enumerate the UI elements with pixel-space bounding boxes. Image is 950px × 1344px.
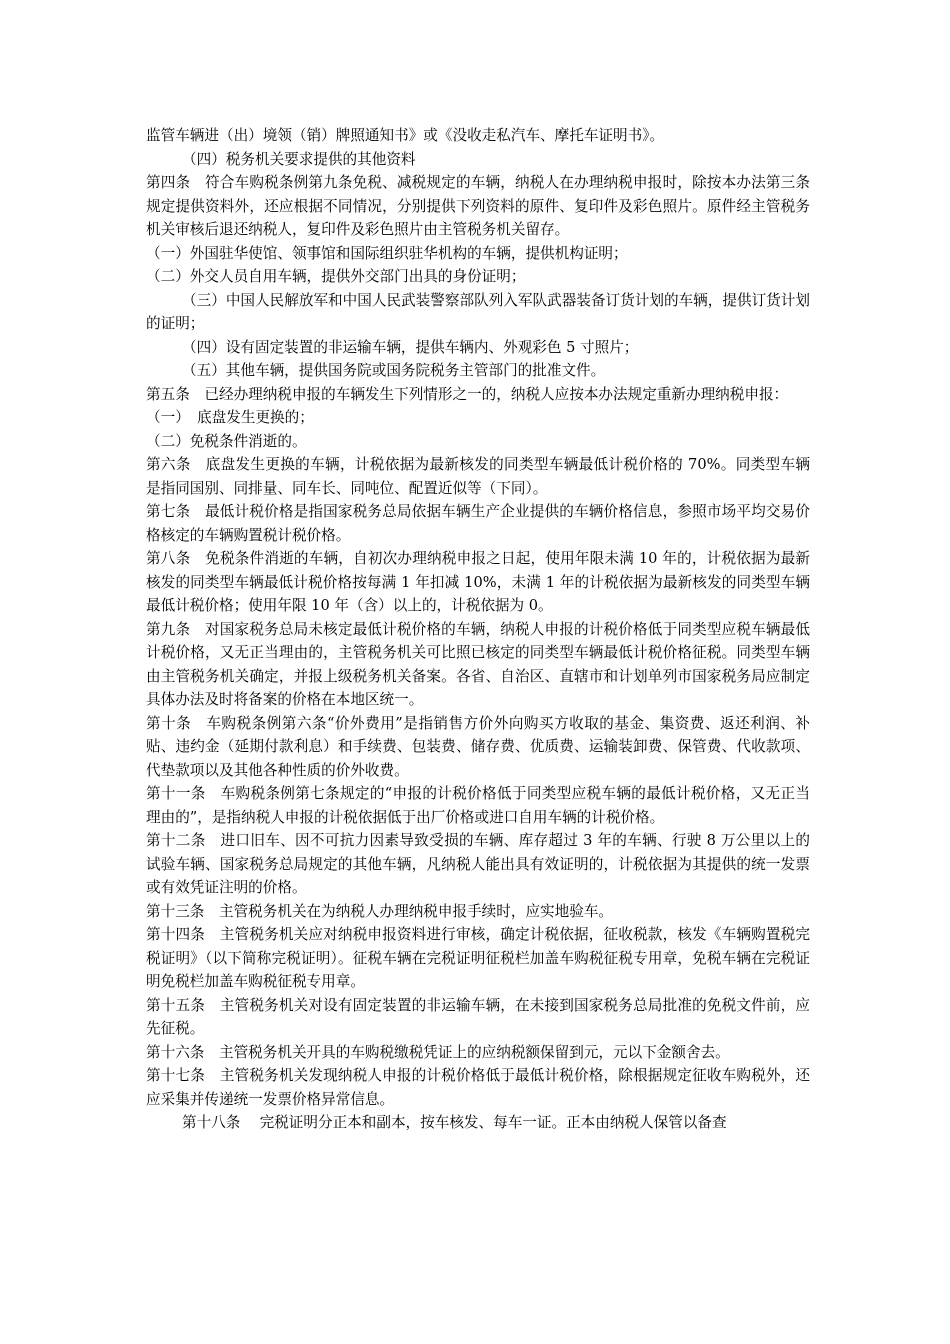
list-item: （一）外国驻华使馆、领事馆和国际组织驻华机构的车辆，提供机构证明； bbox=[146, 244, 628, 262]
article-16: 第十六条 主管税务机关开具的车购税缴税凭证上的应纳税额保留到元，元以下金额舍去。 bbox=[146, 1043, 730, 1061]
article-17: 第十七条 主管税务机关发现纳税人申报的计税价格低于最低计税价格，除根据规定征收车购税外，还应采集并传递统一发票价格异常信息。 bbox=[146, 1067, 810, 1108]
list-item: （二）免税条件消逝的。 bbox=[146, 432, 307, 450]
article-7: 第七条 最低计税价格是指国家税务总局依据车辆生产企业提供的车辆价格信息，参照市场平均交易价格核定的车辆购置税计税价格。 bbox=[146, 503, 810, 544]
article-5: 第五条 已经办理纳税申报的车辆发生下列情形之一的，纳税人应按本办法规定重新办理纳税申报： bbox=[146, 385, 789, 403]
paragraph: 监管车辆进（出）境领（销）牌照通知书》或《没收走私汽车、摩托车证明书》。 bbox=[146, 127, 665, 144]
article-6: 第六条 底盘发生更换的车辆，计税依据为最新核发的同类型车辆最低计税价格的 70%。同类型车辆是指同国别、同排量、同车长、同吨位、配置近似等（下同）。 bbox=[146, 456, 810, 497]
list-item: （四）设有固定装置的非运输车辆，提供车辆内、外观彩色 5 寸照片； bbox=[182, 338, 639, 356]
document-body bbox=[146, 124, 810, 1135]
article-15: 第十五条 主管税务机关对设有固定装置的非运输车辆，在未接到国家税务总局批准的免税文件前，应先征税。 bbox=[146, 996, 810, 1037]
article-4: 第四条 符合车购税条例第九条免税、减税规定的车辆，纳税人在办理纳税申报时，除按本办法第三条规定提供资料外，还应根据不同情况，分别提供下列资料的原件、复印件及彩色照片。原件经主管税务机关审核后退还纳税人，复印件及彩色照片由主管税务机关留存。 bbox=[146, 174, 810, 238]
list-item: （二）外交人员自用车辆，提供外交部门出具的身份证明； bbox=[146, 268, 526, 285]
list-item: （三）中国人民解放军和中国人民武装警察部队列入军队武器装备订货计划的车辆，提供订货计划的证明； bbox=[146, 291, 810, 332]
article-8: 第八条 免税条件消逝的车辆，自初次办理纳税申报之日起，使用年限未满 10 年的，计税依据为最新核发的同类型车辆最低计税价格按每满 1 年扣减 10%，未满 1 年的计税依据为最新核发的同类型车辆最低计税价格；使用年限 10 年（含）以上的，计税依据为 0。 bbox=[146, 550, 810, 614]
article-12: 第十二条 进口旧车、因不可抗力因素导致受损的车辆、库存超过 3 年的车辆、行驶 8 万公里以上的试验车辆、国家税务总局规定的其他车辆，凡纳税人能出具有效证明的，计税依据为其提供的统一发票或有效凭证注明的价格。 bbox=[146, 832, 810, 896]
article-13: 第十三条 主管税务机关在为纳税人办理纳税申报手续时，应实地验车。 bbox=[146, 902, 614, 920]
article-18: 第十八条 完税证明分正本和副本，按车核发、每车一证。正本由纳税人保管以备查 bbox=[182, 1114, 727, 1131]
article-14: 第十四条 主管税务机关应对纳税申报资料进行审核，确定计税依据，征收税款，核发《车辆购置税完税证明》（以下简称完税证明）。征税车辆在完税证明征税栏加盖车购税征税专用章，免税车辆在完税证明免税栏加盖车购税征税专用章。 bbox=[146, 926, 810, 990]
list-item: （一） 底盘发生更换的； bbox=[146, 409, 314, 426]
list-item: （五）其他车辆，提供国务院或国务院税务主管部门的批准文件。 bbox=[182, 362, 606, 379]
paragraph: （四）税务机关要求提供的其他资料 bbox=[182, 150, 416, 168]
article-11: 第十一条 车购税条例第七条规定的“申报的计税价格低于同类型应税车辆的最低计税价格，又无正当理由的”，是指纳税人申报的计税依据低于出厂价格或进口自用车辆的计税价格。 bbox=[146, 785, 810, 826]
article-10: 第十条 车购税条例第六条“价外费用”是指销售方价外向购买方收取的基金、集资费、返还利润、补贴、违约金（延期付款利息）和手续费、包装费、储存费、优质费、运输装卸费、保管费、代收款项、代垫款项以及其他各种性质的价外收费。 bbox=[146, 714, 810, 779]
article-9: 第九条 对国家税务总局未核定最低计税价格的车辆，纳税人申报的计税价格低于同类型应税车辆最低计税价格，又无正当理由的，主管税务机关可比照已核定的同类型车辆最低计税价格征税。同类型车辆由主管税务机关确定，并报上级税务机关备案。各省、自治区、直辖市和计划单列市国家税务局应制定具体办法及时将备案的价格在本地区统一。 bbox=[146, 620, 810, 708]
